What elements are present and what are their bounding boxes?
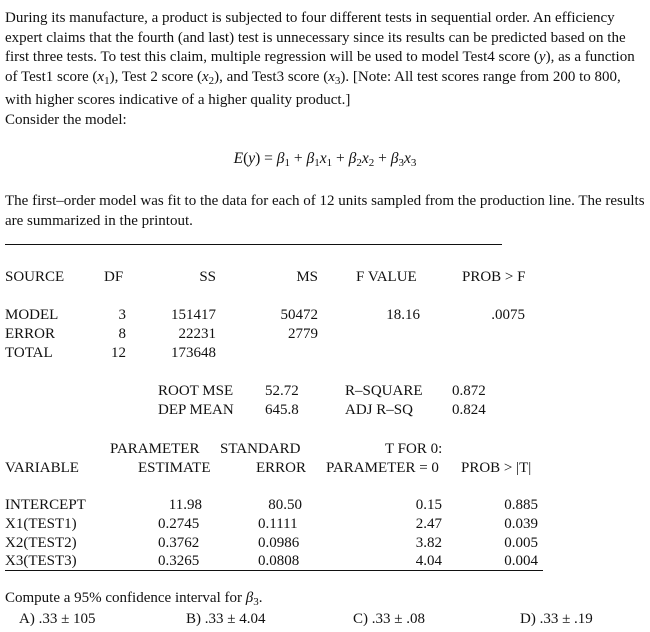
r-square-value: 0.872 — [452, 383, 486, 399]
param-row-p: 0.885 — [504, 497, 538, 513]
param-row-t: 4.04 — [415, 553, 442, 569]
param-row-estimate: 11.98 — [168, 497, 202, 513]
choice-text: .33 ± .19 — [539, 611, 593, 627]
param-row-estimate: 0.3762 — [158, 535, 200, 551]
anova-row-ms: 2779 — [288, 326, 318, 342]
param-header-standard: STANDARD — [220, 441, 301, 457]
anova-row-df: 12 — [111, 345, 126, 361]
param-row-variable: X1(TEST1) — [5, 516, 77, 532]
param-row-stderr: 80.50 — [268, 497, 302, 513]
choice-text: .33 ± 4.04 — [204, 611, 266, 627]
param-header-parameter0: PARAMETER = 0 — [326, 460, 439, 476]
param-header-error: ERROR — [256, 460, 307, 476]
choice-letter: D) — [520, 611, 536, 627]
divider — [5, 244, 502, 245]
param-row-variable: X3(TEST3) — [5, 553, 77, 569]
param-row-p: 0.004 — [504, 553, 538, 569]
choice-d[interactable] — [520, 611, 593, 628]
param-row-estimate: 0.2745 — [158, 516, 200, 532]
anova-row-label: ERROR — [5, 326, 56, 342]
anova-header-ss: SS — [199, 269, 216, 285]
adj-r-sq-label: ADJ R–SQ — [345, 402, 413, 418]
param-header-tfor0: T FOR 0: — [385, 441, 443, 457]
anova-row-ss: 151417 — [171, 307, 216, 323]
param-row-stderr: 0.0808 — [258, 553, 300, 569]
intro-consider: Consider the model: — [5, 111, 127, 128]
root-mse-value: 52.72 — [265, 383, 299, 399]
param-row-t: 3.82 — [415, 535, 442, 551]
param-row-p: 0.005 — [504, 535, 538, 551]
r-square-label: R–SQUARE — [345, 383, 423, 399]
param-row-t: 0.15 — [415, 497, 442, 513]
choice-letter: A) — [19, 611, 35, 627]
anova-header-source: SOURCE — [5, 269, 65, 285]
choice-letter: B) — [186, 611, 201, 627]
choice-text: .33 ± .08 — [371, 611, 425, 627]
choice-b[interactable] — [186, 611, 265, 628]
param-row-stderr: 0.1111 — [258, 516, 298, 532]
adj-r-sq-value: 0.824 — [452, 402, 486, 418]
anova-row-ss: 173648 — [171, 345, 216, 361]
anova-row-df: 8 — [118, 326, 126, 342]
param-row-p: 0.039 — [504, 516, 538, 532]
param-header-variable: VARIABLE — [5, 460, 79, 476]
param-row-stderr: 0.0986 — [258, 535, 300, 551]
param-row-estimate: 0.3265 — [158, 553, 200, 569]
choice-letter: C) — [353, 611, 368, 627]
anova-header-ms: MS — [296, 269, 318, 285]
anova-row-ms: 50472 — [280, 307, 318, 323]
intro-paragraph — [5, 9, 645, 130]
param-header-parameter: PARAMETER — [110, 441, 200, 457]
dep-mean-value: 645.8 — [265, 402, 299, 418]
intro-text: During its manufacture, a product is subjected to four different tests in sequential order. An efficiency expert claims that the fourth (and last) test is unnecessary since its results can be predicted based on the first three tests. To test this claim, multiple regression will be used to model Test4 score (y), as a function of Test1 score $(x_1)$, Test 2 score $(x_2)$, and Test3 score $(x_3)$. [Note: All test scores range from 200 to 800, with higher scores indicative of a higher quality product.] — [5, 10, 635, 108]
fit-paragraph: The first–order model was fit to the data for each of 12 units sampled from the production line. The results are summarized in the printout. — [5, 193, 645, 229]
anova-header-df: DF — [104, 269, 124, 285]
choice-a[interactable] — [19, 611, 96, 628]
anova-row-label: MODEL — [5, 307, 59, 323]
dep-mean-label: DEP MEAN — [158, 402, 234, 418]
root-mse-label: ROOT MSE — [158, 383, 234, 399]
param-row-variable: X2(TEST2) — [5, 535, 77, 551]
model-equation: $E(y) = \beta_1 + \beta_1x_1 + \beta_2x_2 + \beta_3x_3$ — [233, 150, 417, 169]
question-text: Compute a 95% confidence interval for $\beta_3$. — [5, 590, 263, 608]
param-header-probt: PROB > |T| — [461, 460, 532, 476]
anova-row-ss: 22231 — [178, 326, 216, 342]
param-row-variable: INTERCEPT — [5, 497, 86, 513]
param-row-t: 2.47 — [415, 516, 442, 532]
anova-row-df: 3 — [118, 307, 126, 323]
anova-row-label: TOTAL — [5, 345, 53, 361]
choice-c[interactable] — [353, 611, 425, 628]
table-bottom-rule — [5, 570, 543, 571]
anova-header-fvalue: F VALUE — [356, 269, 417, 285]
anova-row-f: 18.16 — [386, 307, 420, 323]
param-header-estimate: ESTIMATE — [138, 460, 211, 476]
anova-header-probf: PROB > F — [462, 269, 526, 285]
choice-text: .33 ± 105 — [38, 611, 96, 627]
anova-row-p: .0075 — [491, 307, 525, 323]
